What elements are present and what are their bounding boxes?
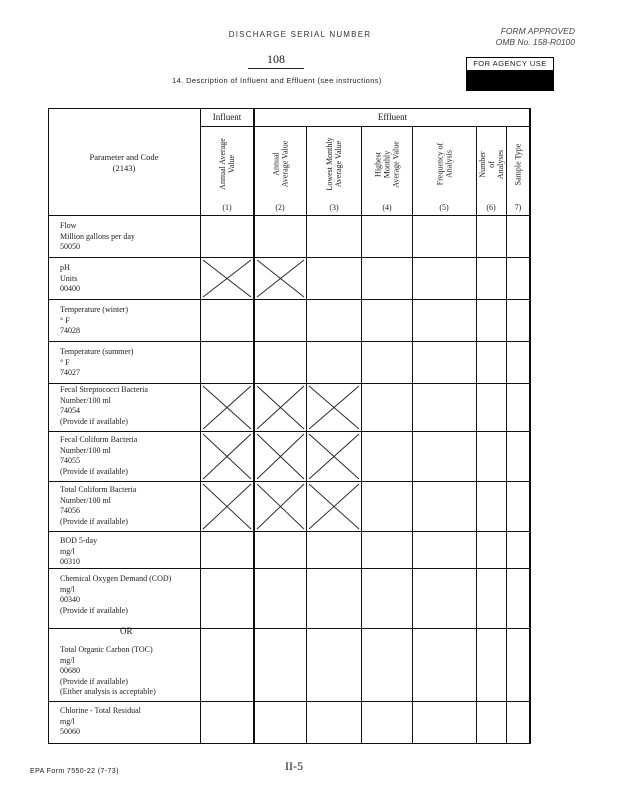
row-cod-name: Chemical Oxygen Demand (COD) — [60, 574, 172, 583]
parameter-header-label: Parameter and Code — [89, 152, 159, 162]
row-flow-name: Flow — [60, 221, 77, 230]
na-cross-mark — [255, 432, 306, 481]
row-fecal-strep — [60, 385, 208, 427]
or-label: OR — [120, 626, 133, 636]
row-bod-name: BOD 5-day — [60, 536, 98, 545]
row-toc-code: 00680 — [60, 666, 80, 675]
row-chlorine-unit: mg/l — [60, 716, 75, 726]
discharge-serial-value: 108 — [248, 52, 304, 69]
row-cod-unit: mg/l — [60, 584, 75, 594]
influent-effluent-table — [48, 108, 530, 744]
row-toc-note: (Provide if available) — [60, 676, 128, 686]
row-ph-code: 00400 — [60, 284, 80, 293]
parameter-header-code: (2143) — [112, 163, 136, 173]
influent-header: Influent — [212, 112, 242, 122]
row-flow — [60, 221, 208, 253]
row-toc-note2: (Either analysis is acceptable) — [60, 687, 156, 696]
na-cross-mark — [201, 482, 253, 531]
row-bod — [60, 536, 208, 568]
form-approved-line: FORM APPROVED — [500, 26, 575, 36]
na-cross-mark — [201, 258, 253, 299]
row-total-coliform — [60, 485, 208, 527]
col7-number: 7) — [514, 203, 522, 212]
na-cross-mark — [307, 384, 361, 431]
row-cod-note: (Provide if available) — [60, 605, 128, 615]
agency-use-label: FOR AGENCY USE — [466, 57, 554, 71]
row-total-coliform-name: Total Coliform Bacteria — [60, 485, 137, 494]
row-fecal-coliform — [60, 435, 208, 477]
col3-number: (3) — [329, 203, 339, 212]
parameter-header — [48, 152, 200, 174]
row-fecal-strep-name: Fecal Streptococci Bacteria — [60, 385, 148, 394]
page-number: II-5 — [285, 759, 303, 773]
row-temp-winter-code: 74028 — [60, 326, 80, 335]
row-fecal-strep-unit: Number/100 ml — [60, 395, 111, 405]
row-fecal-coliform-name: Fecal Coliform Bacteria — [60, 435, 138, 444]
form-approved-stamp — [470, 26, 575, 48]
na-cross-mark — [201, 432, 253, 481]
effluent-header: Effluent — [377, 112, 408, 122]
na-cross-mark — [255, 258, 306, 299]
omb-number: OMB No. 158-R0100 — [495, 37, 575, 47]
col5-number: (5) — [439, 203, 449, 212]
row-fecal-coliform-note: (Provide if available) — [60, 466, 128, 476]
row-flow-unit: Million gallons per day — [60, 231, 135, 241]
row-toc-name: Total Organic Carbon (TOC) — [60, 645, 153, 654]
row-total-coliform-note: (Provide if available) — [60, 516, 128, 526]
col1-number: (1) — [222, 203, 232, 212]
col7-header: Sample Type — [513, 143, 523, 185]
row-fecal-coliform-unit: Number/100 ml — [60, 445, 111, 455]
col2-number: (2) — [275, 203, 285, 212]
col6-number: (6) — [486, 203, 496, 212]
row-toc — [60, 645, 208, 698]
col6-header: Number of Analyses — [478, 149, 506, 179]
row-chlorine-code: 50060 — [60, 727, 80, 736]
row-chlorine — [60, 706, 208, 738]
row-chlorine-name: Chlorine - Total Residual — [60, 706, 141, 715]
col2-header: Annual Average Value — [271, 140, 290, 188]
agency-use-field[interactable] — [466, 70, 554, 91]
row-bod-unit: mg/l — [60, 546, 75, 556]
row-fecal-strep-note: (Provide if available) — [60, 416, 128, 426]
row-temp-winter-name: Temperature (winter) — [60, 305, 129, 314]
row-ph-name: pH — [60, 263, 70, 272]
col1-header: Annual Average Value — [218, 138, 236, 190]
row-ph-unit: Units — [60, 273, 78, 283]
row-temp-winter-unit: ° F — [60, 315, 70, 325]
col5-header: Frequency of Analysis — [435, 142, 454, 186]
row-fecal-coliform-code: 74055 — [60, 456, 80, 465]
row-bod-code: 00310 — [60, 557, 80, 566]
row-temp-summer — [60, 347, 208, 379]
row-total-coliform-unit: Number/100 ml — [60, 495, 111, 505]
row-cod — [60, 574, 208, 616]
row-temp-summer-unit: ° F — [60, 357, 70, 367]
na-cross-mark — [307, 432, 361, 481]
row-ph — [60, 263, 208, 295]
row-flow-code: 50050 — [60, 242, 80, 251]
row-temp-summer-code: 74027 — [60, 368, 80, 377]
na-cross-mark — [255, 482, 306, 531]
row-temp-winter — [60, 305, 208, 337]
row-temp-summer-name: Temperature (summer) — [60, 347, 134, 356]
col3-header: Lowest Monthly Average Value — [325, 137, 343, 191]
discharge-serial-label: DISCHARGE SERIAL NUMBER — [228, 30, 372, 39]
item-title: 14. Description of Influent and Effluent (see instructions) — [172, 76, 382, 85]
na-cross-mark — [255, 384, 306, 431]
row-total-coliform-code: 74056 — [60, 506, 80, 515]
row-cod-code: 00340 — [60, 595, 80, 604]
col4-header: Highest Monthly Average Value — [373, 140, 401, 188]
form-number: EPA Form 7550-22 (7-73) — [30, 768, 119, 775]
row-toc-unit: mg/l — [60, 655, 75, 665]
na-cross-mark — [307, 482, 361, 531]
col4-number: (4) — [382, 203, 392, 212]
na-cross-mark — [201, 384, 253, 431]
row-fecal-strep-code: 74054 — [60, 406, 80, 415]
